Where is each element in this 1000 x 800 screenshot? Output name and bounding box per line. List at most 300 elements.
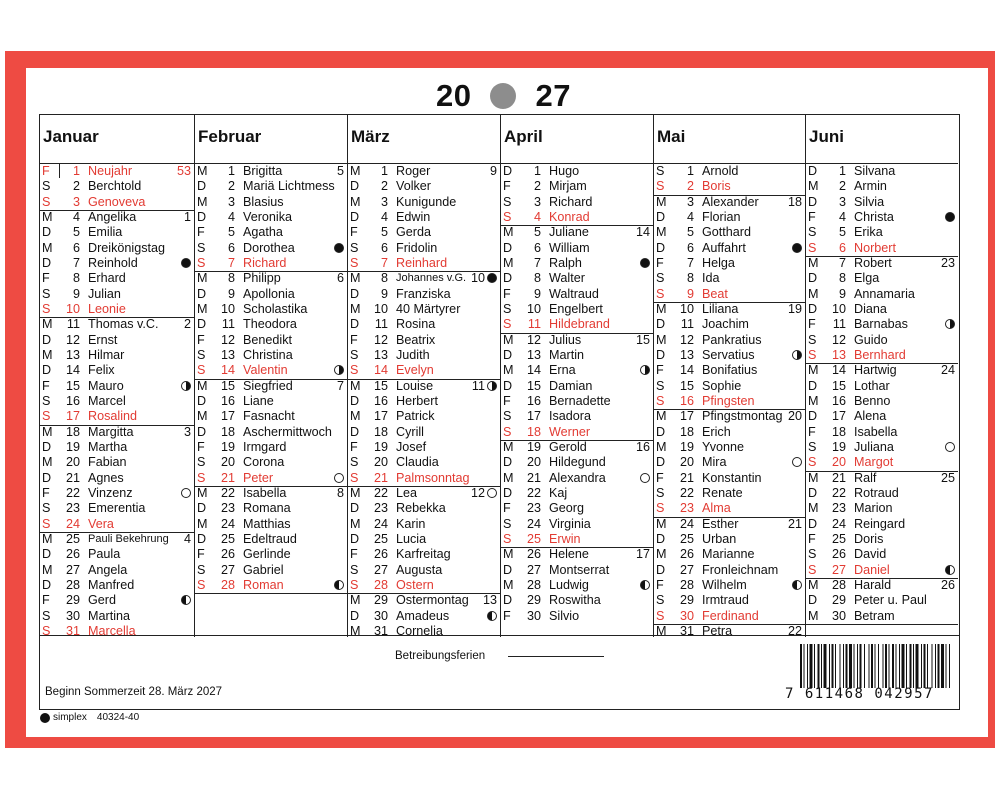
day-row: [806, 302, 958, 317]
name-day: Mauro: [88, 378, 124, 393]
day-row: [348, 578, 500, 594]
barcode-bar: [892, 644, 894, 688]
day-number: 20: [679, 455, 694, 470]
day-row: [806, 440, 958, 455]
barcode-bar: [938, 644, 940, 688]
moon-phase-icon: [487, 488, 497, 498]
weekday-letter: S: [42, 608, 51, 623]
day-row: [654, 532, 805, 547]
name-day: Ida: [702, 271, 720, 286]
weekday-letter: F: [350, 332, 358, 347]
day-number: 9: [686, 286, 694, 301]
weekday-letter: M: [656, 547, 667, 562]
weekday-letter: S: [197, 455, 206, 470]
day-row: [40, 195, 194, 211]
day-number: 23: [373, 501, 388, 516]
month-name: Februar: [198, 127, 262, 146]
day-row: [195, 164, 347, 179]
weekday-letter: S: [656, 608, 665, 623]
day-number: 6: [380, 240, 388, 255]
name-day: Robert: [854, 255, 892, 270]
day-row: [654, 348, 805, 363]
name-day: Cyrill: [396, 424, 424, 439]
day-row: [348, 225, 500, 240]
weekday-letter: F: [656, 255, 664, 270]
day-row: [501, 471, 653, 486]
week-number: 15: [635, 332, 650, 347]
weekday-letter: F: [656, 470, 664, 485]
weekday-letter: D: [350, 179, 360, 194]
day-number: 10: [831, 301, 846, 316]
day-row: [654, 455, 805, 470]
weekday-letter: M: [42, 209, 53, 224]
weekday-letter: M: [503, 470, 514, 485]
moon-phase-icon: [181, 258, 191, 268]
weekday-letter: D: [656, 562, 666, 577]
name-day: Neujahr: [88, 164, 133, 178]
day-number: 7: [72, 255, 80, 270]
day-row: [501, 609, 653, 624]
day-row: [195, 440, 347, 455]
name-day: Edwin: [396, 209, 431, 224]
day-number: 14: [65, 363, 80, 378]
day-number: 18: [65, 424, 80, 439]
day-number: 18: [831, 424, 846, 439]
weekday-letter: M: [197, 485, 208, 500]
name-day: Siegfried: [243, 378, 293, 393]
weekday-letter: F: [503, 608, 511, 623]
name-day: Berchtold: [88, 179, 142, 194]
weekday-letter: M: [656, 623, 667, 638]
day-number: 25: [220, 531, 235, 546]
weekday-letter: D: [503, 378, 513, 393]
name-day: 40 Märtyrer: [396, 301, 461, 316]
day-row: [348, 455, 500, 470]
day-number: 27: [220, 562, 235, 577]
name-day: Gotthard: [702, 225, 752, 240]
name-day: Erhard: [88, 271, 126, 286]
day-number: 25: [831, 531, 846, 546]
weekday-letter: M: [808, 608, 819, 623]
weekday-letter: F: [42, 271, 50, 286]
name-day: Hartwig: [854, 363, 897, 378]
weekday-letter: S: [808, 347, 817, 362]
week-number: 21: [787, 516, 802, 531]
day-number: 21: [831, 470, 846, 485]
barcode-bar: [854, 644, 855, 688]
name-day: Hildebrand: [549, 317, 610, 332]
week-number: 2: [183, 317, 191, 332]
day-number: 20: [373, 455, 388, 470]
weekday-letter: M: [503, 363, 514, 378]
name-day: Vera: [88, 516, 114, 531]
weekday-letter: M: [197, 516, 208, 531]
day-row: [654, 179, 805, 195]
weekday-letter: D: [197, 393, 207, 408]
day-number: 21: [65, 470, 80, 485]
day-row: [348, 440, 500, 455]
day-number: 27: [831, 562, 846, 577]
weekday-letter: D: [42, 439, 52, 454]
name-day: Ostermontag: [396, 593, 469, 608]
day-number: 11: [527, 317, 541, 332]
day-row: [501, 379, 653, 394]
name-day: Urban: [702, 531, 737, 546]
day-row: [40, 210, 194, 225]
day-row: [40, 225, 194, 240]
day-row: [654, 440, 805, 455]
day-number: 27: [526, 562, 541, 577]
month-column: [653, 115, 805, 637]
name-day: Hilmar: [88, 347, 125, 362]
weekday-letter: S: [503, 409, 512, 424]
day-number: 28: [220, 577, 235, 592]
day-number: 5: [227, 225, 235, 240]
weekday-letter: S: [42, 179, 51, 194]
weekday-letter: S: [808, 439, 817, 454]
day-number: 17: [679, 409, 694, 424]
day-row: [806, 532, 958, 547]
day-row: [348, 394, 500, 409]
day-row: [654, 287, 805, 303]
moon-phase-icon: [792, 457, 802, 467]
day-number: 30: [831, 608, 846, 623]
day-row: [40, 379, 194, 394]
name-day: Erwin: [549, 531, 581, 546]
weekday-letter: M: [656, 194, 667, 209]
name-day: Rotraud: [854, 485, 899, 500]
moon-phase-icon: [640, 473, 650, 483]
weekday-letter: D: [503, 562, 513, 577]
barcode-bar: [807, 644, 808, 688]
name-day: Brigitta: [243, 164, 283, 178]
name-day: Silvana: [854, 164, 896, 178]
day-number: 23: [831, 501, 846, 516]
moon-phase-icon: [640, 580, 650, 590]
day-number: 17: [373, 409, 388, 424]
weekday-letter: S: [350, 347, 359, 362]
weekday-letter: D: [503, 593, 513, 608]
name-day: Gerd: [88, 593, 116, 608]
name-day: Marion: [854, 501, 893, 516]
name-day: Kunigunde: [396, 194, 457, 209]
weekday-letter: D: [197, 424, 207, 439]
barcode-bar: [878, 644, 879, 688]
day-row: [348, 333, 500, 348]
name-day: Roswitha: [549, 593, 601, 608]
name-day: Juliane: [549, 225, 589, 240]
weekday-letter: F: [42, 164, 50, 178]
day-row: [654, 471, 805, 486]
barcode-bar: [821, 644, 822, 688]
day-row: [806, 195, 958, 210]
name-day: Gerda: [396, 225, 432, 240]
weekday-letter: S: [42, 623, 51, 638]
weekday-letter: M: [350, 194, 361, 209]
name-day: Ernst: [88, 332, 118, 347]
name-day: Ludwig: [549, 577, 589, 592]
day-number: 20: [220, 455, 235, 470]
name-day: Ferdinand: [702, 608, 759, 623]
name-day: Gerlinde: [243, 547, 291, 562]
day-number: 20: [526, 455, 541, 470]
day-row: [654, 501, 805, 517]
name-day: Rosina: [396, 317, 436, 332]
day-row: [348, 363, 500, 379]
name-day: Corona: [243, 455, 285, 470]
name-day: Aschermittwoch: [243, 424, 332, 439]
weekday-letter: M: [350, 623, 361, 638]
name-day: Diana: [854, 301, 887, 316]
day-number: 8: [227, 271, 235, 286]
barcode-bar: [814, 644, 815, 688]
name-day: David: [854, 547, 887, 562]
day-number: 15: [65, 378, 80, 393]
month-name: Mai: [657, 127, 686, 146]
weekday-letter: S: [197, 470, 206, 485]
weekday-letter: D: [197, 501, 207, 516]
day-row: [195, 271, 347, 286]
day-row: [348, 425, 500, 440]
name-day: Patrick: [396, 409, 435, 424]
moon-phase-icon: [334, 580, 344, 590]
year-title: [436, 76, 571, 116]
weekday-letter: M: [350, 485, 361, 500]
weekday-letter: M: [808, 393, 819, 408]
day-row: [806, 241, 958, 257]
month-name: Juni: [809, 127, 844, 146]
day-row: [806, 593, 958, 608]
name-day: Angelika: [88, 209, 137, 224]
name-day: Evelyn: [396, 363, 434, 378]
moon-phase-icon: [945, 319, 955, 329]
name-day: Alena: [854, 409, 887, 424]
day-row: [654, 517, 805, 532]
month-column: [500, 115, 653, 637]
day-row: [348, 532, 500, 547]
name-day: Mariä Lichtmess: [243, 179, 335, 194]
name-day: Margot: [854, 455, 894, 470]
article-number: 40324-40: [96, 712, 140, 723]
name-day: Betram: [854, 608, 895, 623]
name-day: Arnold: [702, 164, 739, 178]
weekday-letter: M: [503, 255, 514, 270]
weekday-letter: D: [42, 363, 52, 378]
day-number: 28: [831, 577, 846, 592]
day-number: 9: [72, 286, 80, 301]
year-dot-icon: [490, 83, 516, 109]
name-day: Silvio: [549, 608, 580, 623]
name-day: Reinhard: [396, 255, 448, 270]
day-number: 29: [679, 593, 694, 608]
day-number: 15: [679, 378, 694, 393]
day-row: [195, 302, 347, 317]
day-number: 19: [373, 439, 388, 454]
day-row: [40, 363, 194, 378]
day-row: [195, 455, 347, 470]
day-number: 23: [679, 501, 694, 516]
day-number: 30: [373, 608, 388, 623]
name-day: Daniel: [854, 562, 890, 577]
week-number: 14: [635, 225, 650, 240]
day-number: 15: [831, 378, 846, 393]
day-number: 26: [220, 547, 235, 562]
day-number: 31: [373, 623, 388, 638]
name-day: Gerold: [549, 439, 587, 454]
week-number: 22: [787, 623, 802, 638]
weekday-letter: M: [808, 179, 819, 194]
day-number: 26: [526, 547, 541, 562]
day-row: [40, 179, 194, 194]
day-number: 2: [838, 179, 846, 194]
weekday-letter: D: [503, 455, 513, 470]
name-day: Dreikönigstag: [88, 240, 166, 255]
weekday-letter: S: [656, 271, 665, 286]
year-left: 20: [436, 78, 472, 113]
name-day: Karfreitag: [396, 547, 451, 562]
name-day: Reingard: [854, 516, 906, 531]
barcode-bar: [889, 644, 890, 688]
day-row: [195, 348, 347, 363]
weekday-letter: D: [350, 393, 360, 408]
day-row: [195, 578, 347, 594]
day-row: [195, 409, 347, 424]
weekday-letter: S: [503, 301, 512, 316]
day-number: 21: [220, 470, 235, 485]
name-day: Claudia: [396, 455, 439, 470]
name-day: Felix: [88, 363, 115, 378]
weekday-letter: S: [350, 240, 359, 255]
weekday-letter: F: [503, 179, 511, 194]
name-day: Volker: [396, 179, 432, 194]
name-day: Marcella: [88, 623, 136, 638]
weekday-letter: S: [656, 593, 665, 608]
name-day: Elga: [854, 271, 880, 286]
weekday-letter: D: [197, 317, 207, 332]
weekday-letter: S: [42, 194, 51, 209]
name-day: Liane: [243, 393, 274, 408]
day-row: [806, 164, 958, 179]
day-number: 25: [373, 531, 388, 546]
weekday-letter: M: [197, 301, 208, 316]
day-number: 27: [679, 562, 694, 577]
day-row: [654, 563, 805, 578]
name-day: Ralph: [549, 255, 582, 270]
name-day: Alexander: [702, 194, 759, 209]
name-day: Valentin: [243, 363, 288, 378]
day-row: [654, 164, 805, 179]
day-number: 21: [679, 470, 694, 485]
day-row: [348, 179, 500, 194]
day-row: [654, 486, 805, 501]
name-day: Herbert: [396, 393, 438, 408]
day-number: 30: [65, 608, 80, 623]
day-number: 18: [220, 424, 235, 439]
day-row: [501, 256, 653, 271]
weekday-letter: D: [197, 209, 207, 224]
weekday-letter: D: [350, 531, 360, 546]
weekday-letter: S: [656, 286, 665, 301]
weekday-letter: D: [808, 271, 818, 286]
day-number: 4: [380, 209, 388, 224]
name-day: Judith: [396, 347, 430, 362]
day-row: [195, 425, 347, 440]
weekday-letter: S: [808, 225, 817, 240]
day-number: 24: [831, 516, 846, 531]
day-number: 24: [679, 516, 694, 531]
day-number: 11: [221, 317, 235, 332]
name-day: Edeltraud: [243, 531, 297, 546]
weekday-letter: S: [42, 286, 51, 301]
weekday-letter: F: [503, 501, 511, 516]
day-row: [806, 317, 958, 332]
year-right: 27: [535, 78, 571, 113]
name-day: Augusta: [396, 562, 443, 577]
day-row: [195, 394, 347, 409]
weekday-letter: M: [656, 301, 667, 316]
day-row: [195, 547, 347, 562]
day-number: 16: [220, 393, 235, 408]
day-row: [806, 578, 958, 593]
weekday-letter: S: [197, 255, 206, 270]
barcode-bar: [899, 644, 900, 688]
day-row: [348, 164, 500, 179]
day-row: [806, 563, 958, 579]
name-day: Irmtraud: [702, 593, 749, 608]
weekday-letter: D: [808, 378, 818, 393]
weekday-letter: F: [808, 424, 816, 439]
day-number: 9: [533, 286, 541, 301]
weekday-letter: F: [808, 317, 816, 332]
calendar-grid: [39, 114, 960, 636]
weekday-letter: M: [42, 317, 53, 332]
day-number: 4: [72, 209, 80, 224]
weekday-letter: D: [808, 593, 818, 608]
day-number: 13: [220, 347, 235, 362]
day-number: 3: [533, 194, 541, 209]
day-row: [348, 302, 500, 317]
name-day: Esther: [702, 516, 739, 531]
weekday-letter: M: [197, 194, 208, 209]
day-row: [348, 317, 500, 332]
day-number: 31: [679, 623, 694, 638]
day-row: [348, 256, 500, 272]
name-day: Hugo: [549, 164, 580, 178]
day-number: 5: [838, 225, 846, 240]
day-number: 26: [831, 547, 846, 562]
day-number: 30: [679, 608, 694, 623]
day-row: [501, 241, 653, 256]
name-day: Erna: [549, 363, 576, 378]
barcode-bar: [843, 644, 844, 688]
weekday-letter: S: [503, 194, 512, 209]
day-number: 15: [526, 378, 541, 393]
name-day: Leonie: [88, 301, 126, 316]
weekday-letter: F: [42, 485, 50, 500]
name-day: Mirjam: [549, 179, 587, 194]
day-number: 29: [65, 593, 80, 608]
day-number: 18: [526, 424, 541, 439]
weekday-letter: S: [42, 301, 51, 316]
barcode-number: 7 611468 042957: [785, 686, 934, 702]
weekday-letter: S: [350, 470, 359, 485]
barcode: [800, 644, 950, 688]
moon-phase-icon: [487, 381, 497, 391]
day-row: [40, 241, 194, 256]
name-day: Isabella: [243, 485, 287, 500]
name-day: Rebekka: [396, 501, 446, 516]
name-day: Beatrix: [396, 332, 436, 347]
